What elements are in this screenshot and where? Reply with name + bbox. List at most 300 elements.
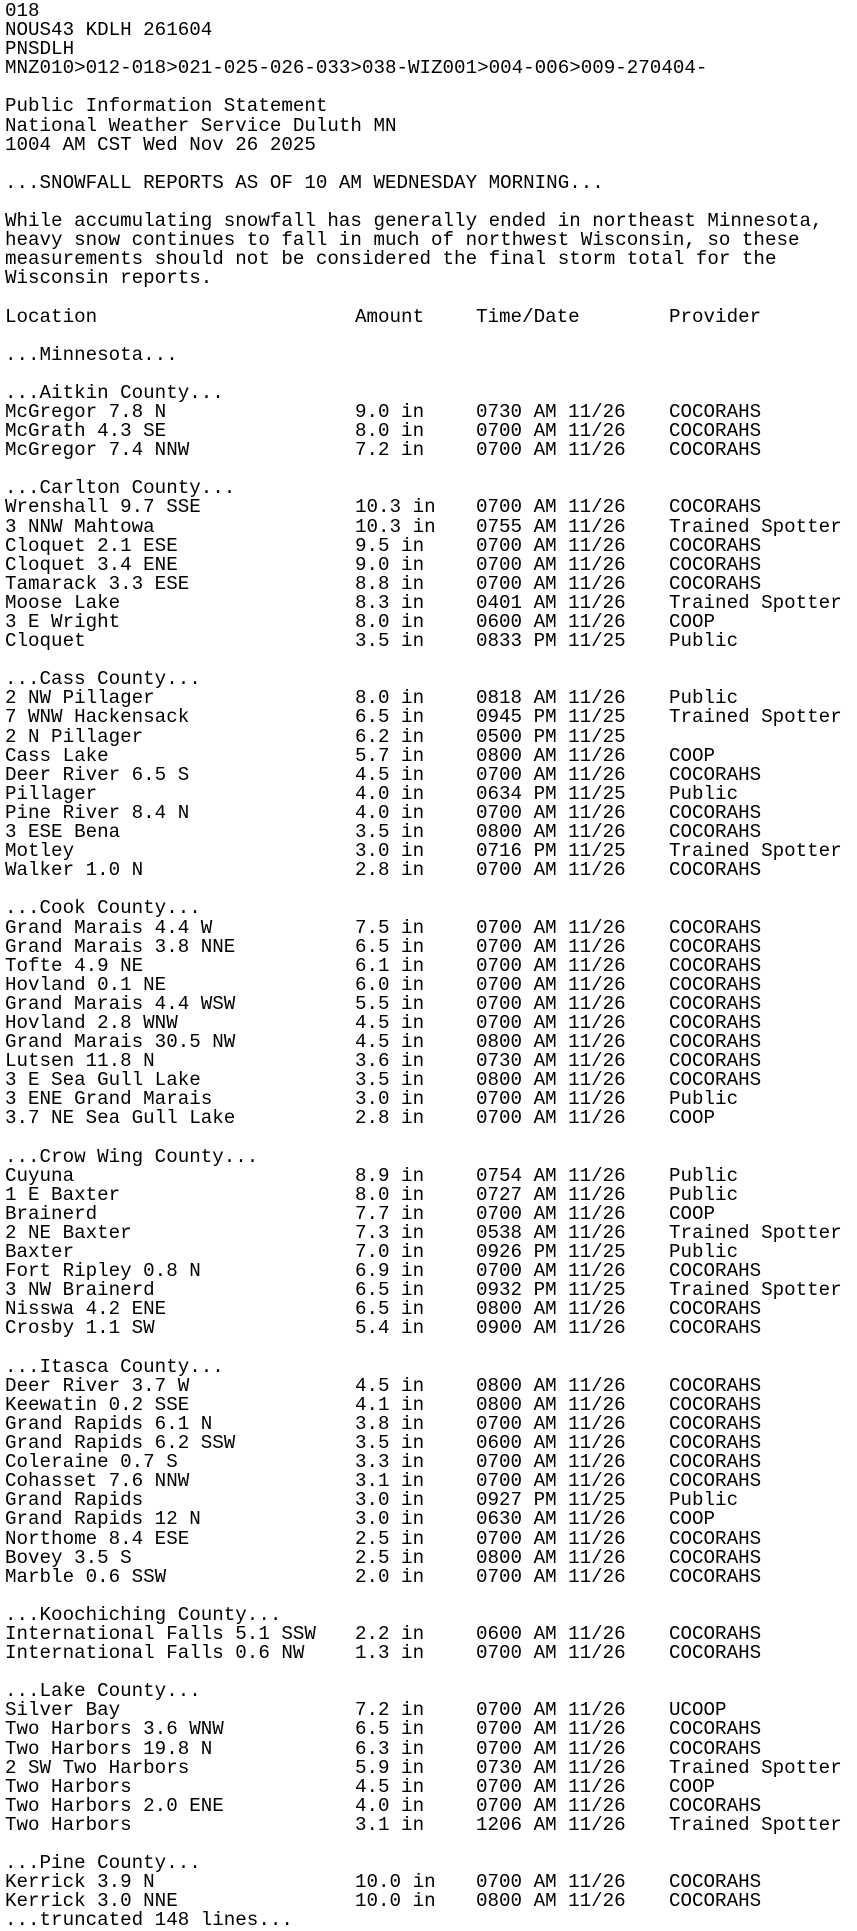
report-row (5, 708, 855, 727)
amount-cell: 3.0 in (355, 840, 425, 863)
time-date-cell: 0700 AM 11/26 (476, 420, 626, 443)
location-cell: 3 NNW Mahtowa (5, 515, 155, 538)
provider-cell: COCORAHS (669, 935, 762, 958)
amount-cell: 2.2 in (355, 1622, 425, 1645)
report-row (5, 1720, 855, 1739)
report-row (5, 1565, 855, 1588)
provider-cell: COCORAHS (669, 1011, 762, 1034)
provider-cell: Trained Spotter (669, 1279, 842, 1302)
amount-cell: 8.0 in (355, 1183, 425, 1206)
time-date-cell: 0700 AM 11/26 (476, 1088, 626, 1111)
time-date-cell: 0634 PM 11/25 (476, 782, 626, 805)
time-date-cell: 0700 AM 11/26 (476, 439, 626, 462)
provider-cell: COCORAHS (669, 420, 762, 443)
time-date-cell: 0730 AM 11/26 (476, 400, 626, 423)
provider-cell: Public (669, 1241, 739, 1264)
column-header-row (5, 305, 855, 328)
intro-paragraph-line: While accumulating snowfall has generally ended in northeast Minnesota, (5, 210, 823, 233)
amount-cell: 3.3 in (355, 1451, 425, 1474)
time-date-cell: 0700 AM 11/26 (476, 1412, 626, 1435)
report-row (5, 916, 855, 939)
amount-cell: 9.0 in (355, 400, 425, 423)
amount-cell: 8.8 in (355, 572, 425, 595)
county-heading: ...Lake County... (5, 1680, 201, 1703)
provider-cell: Trained Spotter (669, 515, 842, 538)
provider-cell: COCORAHS (669, 439, 762, 462)
time-date-cell: 0700 AM 11/26 (476, 992, 626, 1015)
provider-cell: COCORAHS (669, 1890, 762, 1913)
location-cell: Grand Marais 30.5 NW (5, 1031, 236, 1054)
report-row (5, 1319, 855, 1338)
time-date-cell: 0700 AM 11/26 (476, 1451, 626, 1474)
product-header-line: PNSDLH (5, 38, 75, 61)
amount-cell: 8.0 in (355, 611, 425, 633)
time-date-cell: 0700 AM 11/26 (476, 1794, 626, 1817)
provider-cell: COCORAHS (669, 1260, 762, 1283)
location-cell: Grand Rapids (5, 1489, 144, 1512)
provider-cell: UCOOP (669, 1699, 727, 1722)
location-cell: Baxter (5, 1241, 75, 1264)
location-cell: Coleraine 0.7 S (5, 1451, 178, 1474)
time-date-cell: 0945 PM 11/25 (476, 706, 626, 729)
time-date-cell: 0700 AM 11/26 (476, 1871, 626, 1894)
amount-cell: 2.8 in (355, 859, 425, 882)
provider-cell: Trained Spotter (669, 1813, 842, 1836)
amount-cell: 6.5 in (355, 1279, 425, 1302)
amount-cell: 7.0 in (355, 1241, 425, 1264)
provider-cell: COCORAHS (669, 1393, 762, 1416)
report-row (5, 498, 855, 517)
report-row (5, 763, 855, 786)
location-cell: 7 WNW Hackensack (5, 706, 190, 729)
report-row (5, 1109, 855, 1128)
location-cell: International Falls 0.6 NW (5, 1642, 305, 1665)
location-cell: Cloquet 3.4 ENE (5, 553, 178, 576)
provider-cell: COCORAHS (669, 1031, 762, 1054)
report-row (5, 725, 855, 748)
location-cell: Cloquet 2.1 ESE (5, 534, 178, 557)
time-date-cell: 0900 AM 11/26 (476, 1317, 626, 1340)
product-header-line: MNZ010>012-018>021-025-026-033>038-WIZ001>004-006>009-270404- (5, 57, 708, 80)
amount-cell: 6.2 in (355, 725, 425, 748)
time-date-cell: 1206 AM 11/26 (476, 1813, 626, 1836)
amount-cell: 8.0 in (355, 420, 425, 443)
time-date-cell: 0700 AM 11/26 (476, 1775, 626, 1798)
provider-cell: COCORAHS (669, 1470, 762, 1493)
time-date-cell: 0800 AM 11/26 (476, 1546, 626, 1569)
amount-cell: 2.0 in (355, 1565, 425, 1588)
amount-cell: 6.1 in (355, 954, 425, 977)
amount-cell: 7.2 in (355, 1699, 425, 1722)
provider-cell: COCORAHS (669, 553, 762, 576)
provider-cell: COCORAHS (669, 1546, 762, 1569)
amount-cell: 3.1 in (355, 1813, 425, 1836)
location-cell: Cohasset 7.6 NNW (5, 1470, 190, 1493)
intro-paragraph-line: Wisconsin reports. (5, 267, 213, 290)
time-date-cell: 0800 AM 11/26 (476, 1069, 626, 1092)
report-row (5, 1546, 855, 1569)
provider-cell: COCORAHS (669, 1050, 762, 1073)
amount-cell: 6.3 in (355, 1737, 425, 1760)
location-cell: 2 SW Two Harbors (5, 1756, 190, 1779)
amount-cell: 2.5 in (355, 1527, 425, 1550)
time-date-cell: 0927 PM 11/25 (476, 1489, 626, 1512)
report-row (5, 1737, 855, 1760)
location-cell: Tamarack 3.3 ESE (5, 572, 190, 595)
location-cell: 3 E Wright (5, 611, 121, 633)
location-cell: Deer River 6.5 S (5, 763, 190, 786)
provider-column-header: Provider (669, 305, 762, 328)
location-cell: Walker 1.0 N (5, 859, 144, 882)
report-row (5, 954, 855, 977)
amount-cell: 4.5 in (355, 1011, 425, 1034)
time-date-cell: 0800 AM 11/26 (476, 1393, 626, 1416)
provider-cell: Public (669, 1489, 739, 1512)
blank-line (5, 288, 855, 307)
location-cell: Two Harbors (5, 1813, 132, 1836)
time-date-cell: 0700 AM 11/26 (476, 1202, 626, 1225)
location-cell: 2 NE Baxter (5, 1222, 132, 1244)
time-date-cell: 0716 PM 11/25 (476, 840, 626, 863)
location-cell: Grand Rapids 6.2 SSW (5, 1432, 236, 1455)
provider-cell: Public (669, 1183, 739, 1206)
statement-title-line: National Weather Service Duluth MN (5, 114, 397, 137)
provider-cell: COCORAHS (669, 992, 762, 1015)
location-cell: McGregor 7.8 N (5, 400, 167, 423)
time-date-cell: 0700 AM 11/26 (476, 1527, 626, 1550)
amount-cell: 6.5 in (355, 706, 425, 729)
provider-cell: Trained Spotter (669, 591, 842, 614)
amount-cell: 10.0 in (355, 1890, 436, 1913)
location-cell: Lutsen 11.8 N (5, 1050, 155, 1073)
location-cell: Hovland 0.1 NE (5, 973, 167, 996)
provider-cell: COOP (669, 611, 716, 633)
amount-cell: 3.8 in (355, 1412, 425, 1435)
time-date-cell: 0818 AM 11/26 (476, 687, 626, 710)
provider-cell: COCORAHS (669, 954, 762, 977)
time-date-cell: 0700 AM 11/26 (476, 572, 626, 595)
location-cell: Kerrick 3.0 NNE (5, 1890, 178, 1913)
provider-cell: COCORAHS (669, 1642, 762, 1665)
time-date-cell: 0932 PM 11/25 (476, 1279, 626, 1302)
location-cell: 1 E Baxter (5, 1183, 121, 1206)
amount-cell: 10.3 in (355, 515, 436, 538)
amount-cell: 8.9 in (355, 1164, 425, 1187)
location-cell: Motley (5, 840, 75, 863)
amount-cell: 4.5 in (355, 1374, 425, 1397)
time-date-cell: 0730 AM 11/26 (476, 1050, 626, 1073)
location-cell: Two Harbors 2.0 ENE (5, 1794, 224, 1817)
provider-cell: Public (669, 1164, 739, 1187)
location-cell: McGrath 4.3 SE (5, 420, 167, 443)
time-date-cell: 0600 AM 11/26 (476, 1432, 626, 1455)
county-heading: ...Itasca County... (5, 1355, 224, 1378)
report-row (5, 935, 855, 958)
amount-cell: 4.5 in (355, 1031, 425, 1054)
time-date-cell: 0800 AM 11/26 (476, 744, 626, 767)
time-date-cell: 0500 PM 11/25 (476, 725, 626, 748)
location-cell: Pillager (5, 782, 98, 805)
time-date-cell: 0700 AM 11/26 (476, 763, 626, 786)
amount-cell: 7.3 in (355, 1222, 425, 1244)
provider-cell: Trained Spotter (669, 706, 842, 729)
truncation-notice: ...truncated 148 lines... (5, 1909, 293, 1931)
amount-cell: 4.5 in (355, 763, 425, 786)
blank-line (5, 1129, 855, 1148)
amount-cell: 2.8 in (355, 1107, 425, 1130)
amount-cell: 5.4 in (355, 1317, 425, 1340)
provider-cell: Public (669, 687, 739, 710)
time-date-cell: 0700 AM 11/26 (476, 1011, 626, 1034)
amount-cell: 4.1 in (355, 1393, 425, 1416)
time-date-cell: 0800 AM 11/26 (476, 821, 626, 844)
location-cell: Northome 8.4 ESE (5, 1527, 190, 1550)
provider-cell: COCORAHS (669, 821, 762, 844)
provider-cell: COCORAHS (669, 801, 762, 824)
time-date-cell: 0700 AM 11/26 (476, 916, 626, 939)
report-row (5, 1510, 855, 1529)
amount-cell: 9.5 in (355, 534, 425, 557)
location-cell: Grand Marais 4.4 W (5, 916, 213, 939)
time-date-cell: 0700 AM 11/26 (476, 859, 626, 882)
amount-cell: 3.0 in (355, 1088, 425, 1111)
location-cell: Grand Rapids 12 N (5, 1508, 201, 1531)
amount-cell: 4.5 in (355, 1775, 425, 1798)
amount-cell: 7.2 in (355, 439, 425, 462)
time-date-cell: 0401 AM 11/26 (476, 591, 626, 614)
county-heading: ...Crow Wing County... (5, 1145, 259, 1168)
time-date-cell: 0800 AM 11/26 (476, 1298, 626, 1321)
report-row (5, 1813, 855, 1836)
report-row (5, 973, 855, 996)
product-header-line: 018 (5, 0, 40, 22)
provider-cell: COCORAHS (669, 859, 762, 882)
provider-cell: COCORAHS (669, 1298, 762, 1321)
time-date-cell: 0926 PM 11/25 (476, 1241, 626, 1264)
location-cell: Pine River 8.4 N (5, 801, 190, 824)
provider-cell: COCORAHS (669, 916, 762, 939)
amount-cell: 5.7 in (355, 744, 425, 767)
amount-cell: 6.9 in (355, 1260, 425, 1283)
location-cell: Silver Bay (5, 1699, 121, 1722)
amount-cell: 3.5 in (355, 1432, 425, 1455)
provider-cell: COCORAHS (669, 1432, 762, 1455)
location-cell: 3.7 NE Sea Gull Lake (5, 1107, 236, 1130)
amount-cell: 4.0 in (355, 801, 425, 824)
provider-cell: COCORAHS (669, 400, 762, 423)
time-date-cell: 0600 AM 11/26 (476, 611, 626, 633)
provider-cell: Trained Spotter (669, 1222, 842, 1244)
intro-paragraph-line: measurements should not be considered the final storm total for the (5, 248, 777, 271)
report-row (5, 861, 855, 880)
time-date-cell: 0700 AM 11/26 (476, 973, 626, 996)
location-cell: Grand Marais 4.4 WSW (5, 992, 236, 1015)
blank-line (5, 327, 855, 346)
amount-cell: 3.6 in (355, 1050, 425, 1073)
location-cell: Keewatin 0.2 SSE (5, 1393, 190, 1416)
time-date-cell: 0800 AM 11/26 (476, 1374, 626, 1397)
location-cell: 2 N Pillager (5, 725, 144, 748)
provider-cell: COOP (669, 1202, 716, 1225)
time-date-cell: 0700 AM 11/26 (476, 935, 626, 958)
provider-cell: COCORAHS (669, 1527, 762, 1550)
report-row (5, 744, 855, 767)
amount-cell: 3.0 in (355, 1489, 425, 1512)
location-cell: Two Harbors (5, 1775, 132, 1798)
amount-cell: 1.3 in (355, 1642, 425, 1665)
provider-cell: Public (669, 630, 739, 653)
state-heading: ...Minnesota... (5, 343, 178, 366)
time-date-cell: 0538 AM 11/26 (476, 1222, 626, 1244)
product-header-line: NOUS43 KDLH 261604 (5, 19, 213, 42)
time-date-cell: 0833 PM 11/25 (476, 630, 626, 653)
time-date-column-header: Time/Date (476, 305, 580, 328)
time-date-cell: 0700 AM 11/26 (476, 496, 626, 519)
location-cell: 3 ENE Grand Marais (5, 1088, 213, 1111)
time-date-cell: 0755 AM 11/26 (476, 515, 626, 538)
amount-cell: 3.0 in (355, 1508, 425, 1531)
provider-cell: Trained Spotter (669, 840, 842, 863)
provider-cell: COCORAHS (669, 1622, 762, 1645)
provider-cell: COOP (669, 1107, 716, 1130)
report-row (5, 632, 855, 651)
amount-cell: 3.5 in (355, 630, 425, 653)
provider-cell: COCORAHS (669, 496, 762, 519)
time-date-cell: 0700 AM 11/26 (476, 1565, 626, 1588)
time-date-cell: 0630 AM 11/26 (476, 1508, 626, 1531)
location-cell: Tofte 4.9 NE (5, 954, 144, 977)
provider-cell: COCORAHS (669, 572, 762, 595)
amount-cell: 6.5 in (355, 1298, 425, 1321)
location-cell: Cuyuna (5, 1164, 75, 1187)
time-date-cell: 0800 AM 11/26 (476, 1890, 626, 1913)
provider-cell: COCORAHS (669, 1737, 762, 1760)
amount-cell: 5.9 in (355, 1756, 425, 1779)
provider-cell: COCORAHS (669, 1718, 762, 1741)
provider-cell: COCORAHS (669, 1069, 762, 1092)
location-cell: Bovey 3.5 S (5, 1546, 132, 1569)
amount-cell: 4.0 in (355, 1794, 425, 1817)
provider-cell: COCORAHS (669, 1451, 762, 1474)
location-cell: Wrenshall 9.7 SSE (5, 496, 201, 519)
time-date-cell: 0730 AM 11/26 (476, 1756, 626, 1779)
provider-cell: COCORAHS (669, 1317, 762, 1340)
location-cell: Moose Lake (5, 591, 121, 614)
amount-cell: 3.5 in (355, 1069, 425, 1092)
location-cell: Marble 0.6 SSW (5, 1565, 167, 1588)
amount-cell: 8.0 in (355, 687, 425, 710)
provider-cell: COCORAHS (669, 1412, 762, 1435)
amount-cell: 3.5 in (355, 821, 425, 844)
blank-line (5, 1339, 855, 1358)
location-cell: Grand Rapids 6.1 N (5, 1412, 213, 1435)
public-information-statement (5, 2, 855, 1930)
statement-title-line: Public Information Statement (5, 95, 328, 118)
report-row (5, 591, 855, 614)
time-date-cell: 0700 AM 11/26 (476, 801, 626, 824)
location-column-header: Location (5, 305, 98, 328)
time-date-cell: 0754 AM 11/26 (476, 1164, 626, 1187)
location-cell: Grand Marais 3.8 NNE (5, 935, 236, 958)
intro-paragraph-line: heavy snow continues to fall in much of northwest Wisconsin, so these (5, 229, 800, 252)
amount-cell: 6.0 in (355, 973, 425, 996)
provider-cell: COOP (669, 1508, 716, 1531)
statement-title-line: 1004 AM CST Wed Nov 26 2025 (5, 133, 316, 156)
location-cell: 3 E Sea Gull Lake (5, 1069, 201, 1092)
provider-cell: COCORAHS (669, 1374, 762, 1397)
county-heading: ...Pine County... (5, 1852, 201, 1875)
county-heading: ...Cass County... (5, 668, 201, 691)
location-cell: Two Harbors 3.6 WNW (5, 1718, 224, 1741)
time-date-cell: 0700 AM 11/26 (476, 1718, 626, 1741)
county-heading: ...Carlton County... (5, 477, 236, 500)
location-cell: Cass Lake (5, 744, 109, 767)
amount-cell: 3.1 in (355, 1470, 425, 1493)
provider-cell: COCORAHS (669, 763, 762, 786)
report-row (5, 553, 855, 576)
location-cell: Brainerd (5, 1202, 98, 1225)
amount-cell: 9.0 in (355, 553, 425, 576)
report-row (5, 1527, 855, 1550)
provider-cell: Public (669, 1088, 739, 1111)
amount-cell: 4.0 in (355, 782, 425, 805)
time-date-cell: 0700 AM 11/26 (476, 1737, 626, 1760)
report-row (5, 1164, 855, 1187)
amount-cell: 6.5 in (355, 1718, 425, 1741)
amount-cell: 5.5 in (355, 992, 425, 1015)
location-cell: McGregor 7.4 NNW (5, 439, 190, 462)
county-heading: ...Cook County... (5, 897, 201, 920)
provider-cell: COCORAHS (669, 1871, 762, 1894)
amount-cell: 7.7 in (355, 1202, 425, 1225)
location-cell: Nisswa 4.2 ENE (5, 1298, 167, 1321)
county-heading: ...Koochiching County... (5, 1603, 282, 1626)
time-date-cell: 0700 AM 11/26 (476, 534, 626, 557)
amount-column-header: Amount (355, 305, 425, 328)
location-cell: 2 NW Pillager (5, 687, 155, 710)
provider-cell: COCORAHS (669, 534, 762, 557)
time-date-cell: 0700 AM 11/26 (476, 1699, 626, 1722)
county-heading: ...Aitkin County... (5, 381, 224, 404)
blank-line (5, 1587, 855, 1606)
provider-cell: Public (669, 782, 739, 805)
location-cell: Kerrick 3.9 N (5, 1871, 155, 1894)
time-date-cell: 0700 AM 11/26 (476, 1470, 626, 1493)
location-cell: Cloquet (5, 630, 86, 653)
time-date-cell: 0800 AM 11/26 (476, 1031, 626, 1054)
location-cell: Crosby 1.1 SW (5, 1317, 155, 1340)
provider-cell: Trained Spotter (669, 1756, 842, 1779)
report-row (5, 1756, 855, 1779)
location-cell: International Falls 5.1 SSW (5, 1622, 316, 1645)
provider-cell: COCORAHS (669, 1794, 762, 1817)
amount-cell: 10.0 in (355, 1871, 436, 1894)
report-row (5, 534, 855, 557)
provider-cell: COCORAHS (669, 1565, 762, 1588)
provider-cell: COOP (669, 1775, 716, 1798)
time-date-cell: 0700 AM 11/26 (476, 553, 626, 576)
time-date-cell: 0700 AM 11/26 (476, 954, 626, 977)
time-date-cell: 0600 AM 11/26 (476, 1622, 626, 1645)
location-cell: Fort Ripley 0.8 N (5, 1260, 201, 1283)
time-date-cell: 0727 AM 11/26 (476, 1183, 626, 1206)
amount-cell: 6.5 in (355, 935, 425, 958)
blank-line (5, 365, 855, 384)
report-row (5, 1183, 855, 1206)
provider-cell: COCORAHS (669, 973, 762, 996)
blank-line (5, 155, 855, 174)
location-cell: Hovland 2.8 WNW (5, 1011, 178, 1034)
